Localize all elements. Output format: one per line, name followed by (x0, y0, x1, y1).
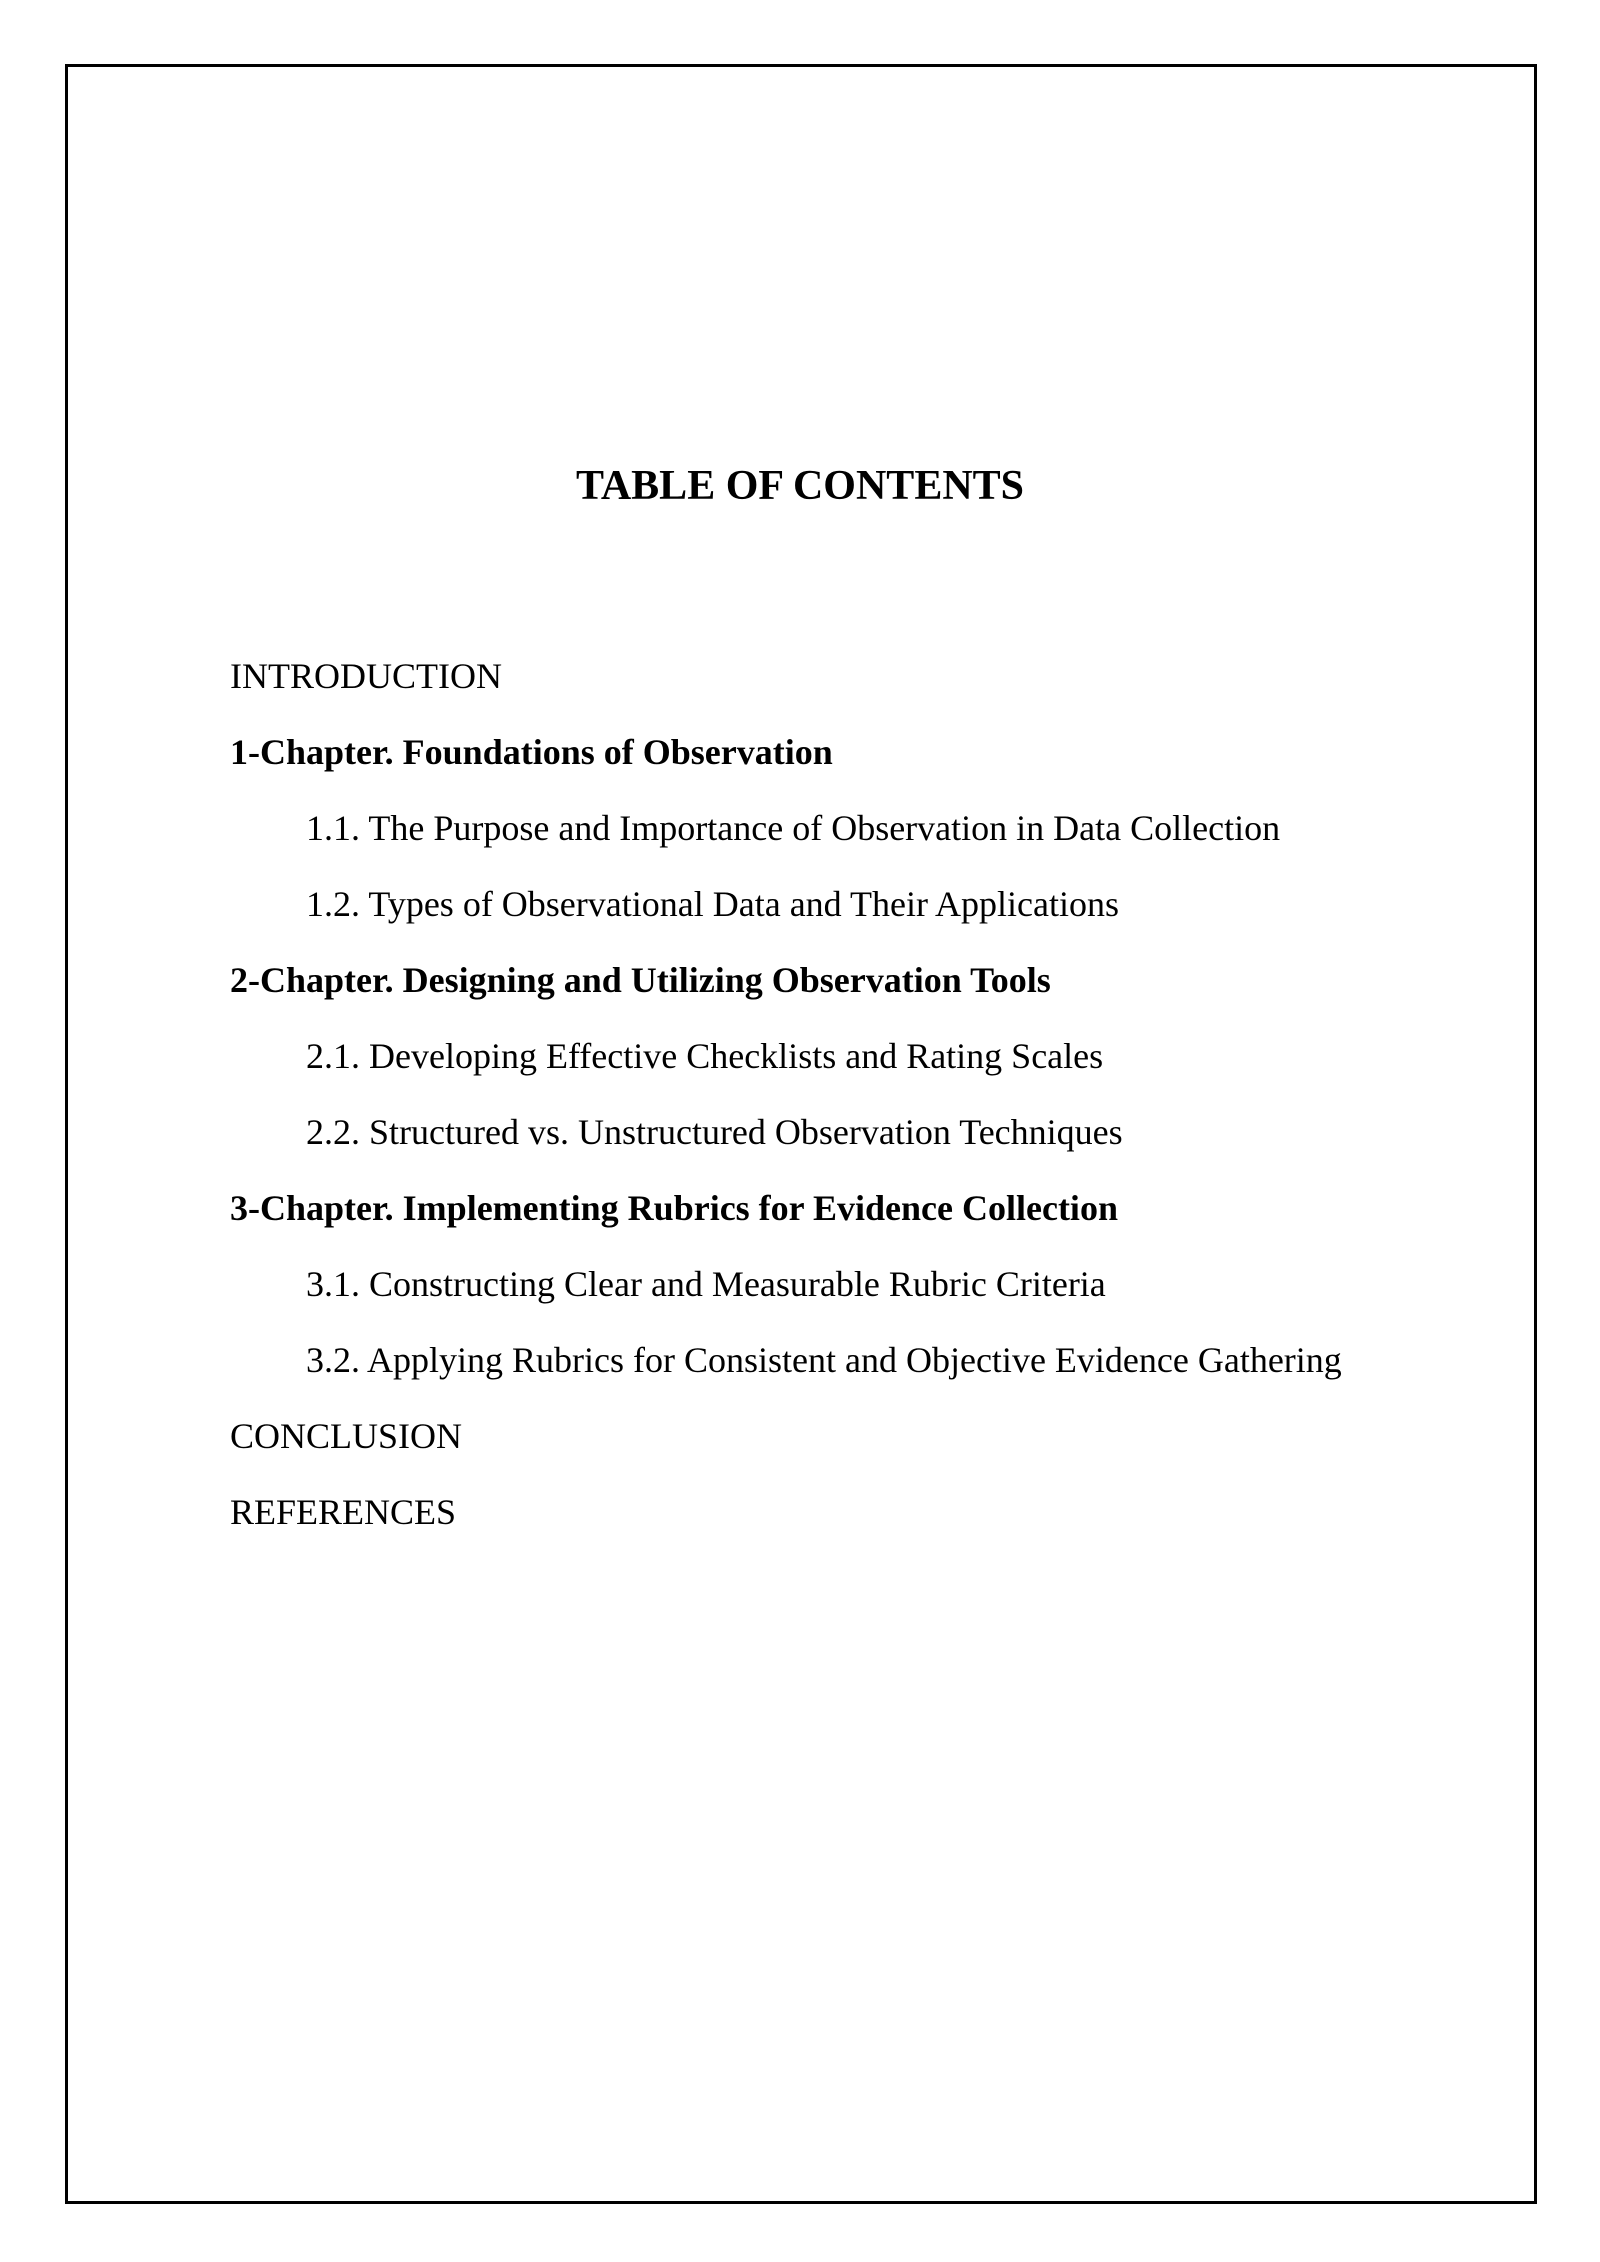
toc-section-3-1: 3.1. Constructing Clear and Measurable Rubric Criteria (306, 1264, 1106, 1304)
toc-entry-references: REFERENCES (230, 1492, 457, 1532)
toc-section-2-1: 2.1. Developing Effective Checklists and Rating Scales (306, 1036, 1104, 1076)
toc-chapter-3: 3-Chapter. Implementing Rubrics for Evidence Collection (230, 1188, 1118, 1228)
toc-entry-conclusion: CONCLUSION (230, 1416, 463, 1456)
toc-list (230, 638, 1342, 1550)
toc-chapter-1: 1-Chapter. Foundations of Observation (230, 732, 833, 772)
toc-entry-introduction: INTRODUCTION (230, 656, 502, 696)
toc-section-1-1: 1.1. The Purpose and Importance of Observation in Data Collection (306, 808, 1281, 848)
toc-section-1-2: 1.2. Types of Observational Data and Their Applications (306, 884, 1119, 924)
toc-title: TABLE OF CONTENTS (575, 463, 1025, 509)
toc-section-2-2: 2.2. Structured vs. Unstructured Observation Techniques (306, 1112, 1123, 1152)
toc-chapter-2: 2-Chapter. Designing and Utilizing Observation Tools (230, 960, 1051, 1000)
toc-section-3-2: 3.2. Applying Rubrics for Consistent and Objective Evidence Gathering (306, 1340, 1342, 1380)
